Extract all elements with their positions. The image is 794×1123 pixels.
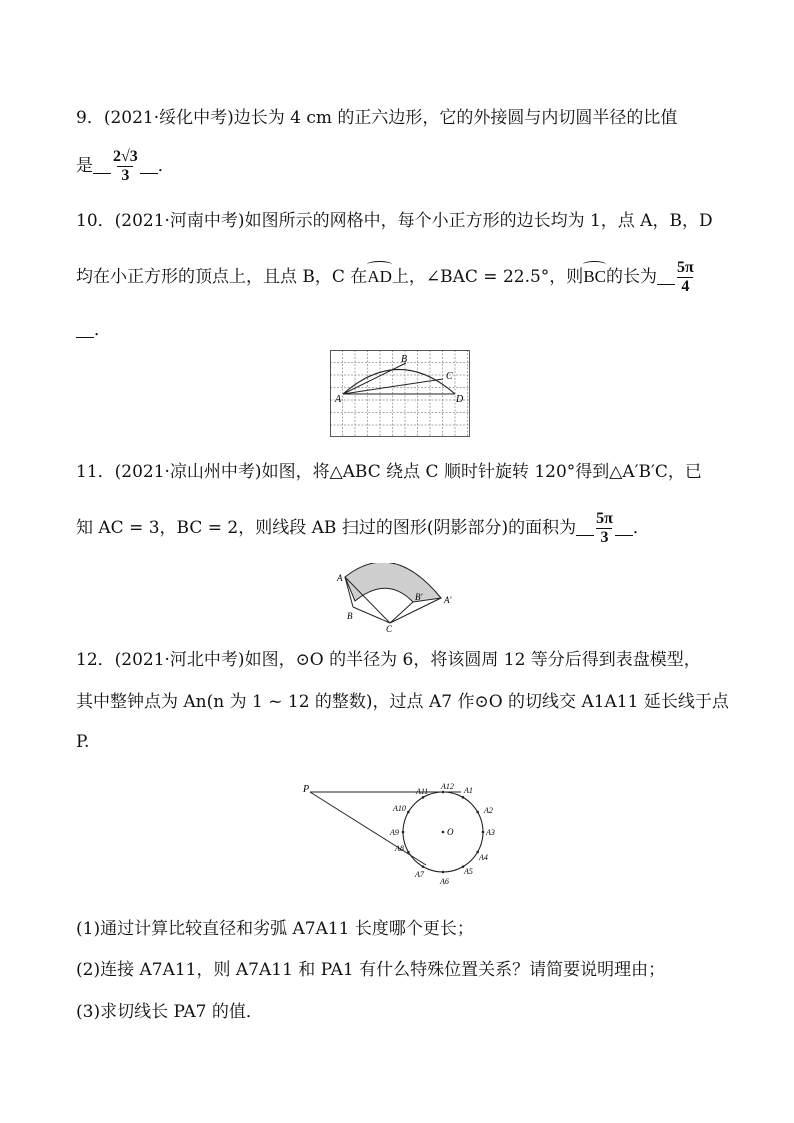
q12-point-a1 xyxy=(462,796,465,799)
q12-figure xyxy=(298,778,508,888)
q12-label-o: O xyxy=(447,827,454,837)
q12-point-a12 xyxy=(442,791,445,794)
q10-line3: ． xyxy=(76,318,111,342)
q12-point-a7 xyxy=(422,865,425,868)
q10-line2-mid: 上，∠BAC = 22.5°，则 xyxy=(391,267,584,287)
q12-sub3: (3)求切线长 PA7 的值． xyxy=(76,1002,263,1022)
q9-line2 xyxy=(76,148,175,185)
q12-center-o xyxy=(442,831,445,834)
q12-point-a9 xyxy=(402,831,405,834)
q11-line2-pre: 知 AC = 3，BC = 2，则线段 AB 扫过的图形(阴影部分)的面积为 xyxy=(76,518,577,538)
q11-line1: 11．(2021·凉山州中考)如图，将△ABC 绕点 C 顺时针旋转 120°得到△A′B′C，已 xyxy=(76,462,702,482)
q11-answer xyxy=(594,510,615,547)
q11-line2 xyxy=(76,510,650,547)
q11-answer-num: 5π xyxy=(596,510,613,527)
q11-segment-bc xyxy=(353,607,390,623)
q11-label-b: B xyxy=(347,611,353,621)
q11-label-b2: B′ xyxy=(415,592,423,602)
q10-line2-post: 的长为 xyxy=(606,267,657,287)
q12-point-a8 xyxy=(407,851,410,854)
q12-label-a10: A10 xyxy=(393,804,406,813)
q11-answer-den: 3 xyxy=(596,528,612,547)
q12-label-a1: A1 xyxy=(464,786,473,795)
q9-answer-num: 2√3 xyxy=(113,148,138,165)
q10-arc-bc: BC xyxy=(583,265,606,289)
q9-line2-pre: 是 xyxy=(76,156,93,176)
q12-point-a3 xyxy=(482,831,485,834)
q12-label-a11: A11 xyxy=(416,787,429,796)
q10-label-d: D xyxy=(456,394,464,405)
q12-point-a2 xyxy=(476,811,479,814)
q12-label-a2: A2 xyxy=(484,806,493,815)
q12-tangent-pa7 xyxy=(310,792,426,865)
q12-label-a8: A8 xyxy=(395,844,404,853)
q9-line2-post: ． xyxy=(157,156,175,176)
q12-line1: 12．(2021·河北中考)如图，⊙O 的半径为 6，将该圆周 12 等分后得到表盘模型， xyxy=(76,650,701,670)
q12-label-a3: A3 xyxy=(486,828,495,837)
q12-label-a4: A4 xyxy=(479,853,488,862)
q9-answer-den: 3 xyxy=(117,166,133,185)
q11-label-c: C xyxy=(386,624,393,633)
q11-label-a2: A′ xyxy=(444,595,452,605)
q11-segment-b2c xyxy=(390,602,413,623)
q10-answer-den: 4 xyxy=(677,277,693,296)
q10-arc-ad-curve xyxy=(343,370,455,395)
q12-label-p: P xyxy=(303,784,310,795)
q12-line3: P. xyxy=(76,732,90,752)
q10-label-b: B xyxy=(401,354,408,365)
q10-answer xyxy=(675,259,696,296)
q9-answer xyxy=(111,148,140,185)
q10-line2 xyxy=(76,259,696,296)
q12-line2: 其中整钟点为 An(n 为 1 ~ 12 的整数)，过点 A7 作⊙O 的切线交 A1A11 延长线于点 xyxy=(76,692,729,712)
q12-sub1: (1)通过计算比较直径和劣弧 A7A11 长度哪个更长； xyxy=(76,919,474,939)
q9-line1: 9．(2021·绥化中考)边长为 4 cm 的正六边形，它的外接圆与内切圆半径的比值 xyxy=(76,108,678,128)
q10-line2-pre: 均在小正方形的顶点上，且点 B，C 在 xyxy=(76,267,368,287)
q11-shaded-region xyxy=(345,563,441,602)
q12-label-a7: A7 xyxy=(415,870,424,879)
q12-label-a5: A5 xyxy=(464,867,473,876)
q10-label-a: A xyxy=(335,394,342,405)
q11-figure xyxy=(335,563,465,633)
q10-arc-ad: AD xyxy=(367,265,392,289)
q10-answer-num: 5π xyxy=(677,259,694,276)
q10-label-c: C xyxy=(446,371,453,382)
q12-label-a9: A9 xyxy=(390,828,399,837)
q11-line2-post: ． xyxy=(632,518,650,538)
q12-sub2: (2)连接 A7A11，则 A7A11 和 PA1 有什么特殊位置关系？请简要说明理由； xyxy=(76,960,666,980)
q12-point-a6 xyxy=(442,871,445,874)
q10-figure xyxy=(330,350,470,438)
q12-point-a11 xyxy=(422,796,425,799)
q12-point-a10 xyxy=(407,811,410,814)
q11-label-a: A xyxy=(337,573,343,583)
q12-label-a12: A12 xyxy=(441,782,454,791)
q12-label-a6: A6 xyxy=(440,877,449,886)
q10-line1: 10．(2021·河南中考)如图所示的网格中，每个小正方形的边长均为 1，点 A，B，D xyxy=(76,211,713,231)
